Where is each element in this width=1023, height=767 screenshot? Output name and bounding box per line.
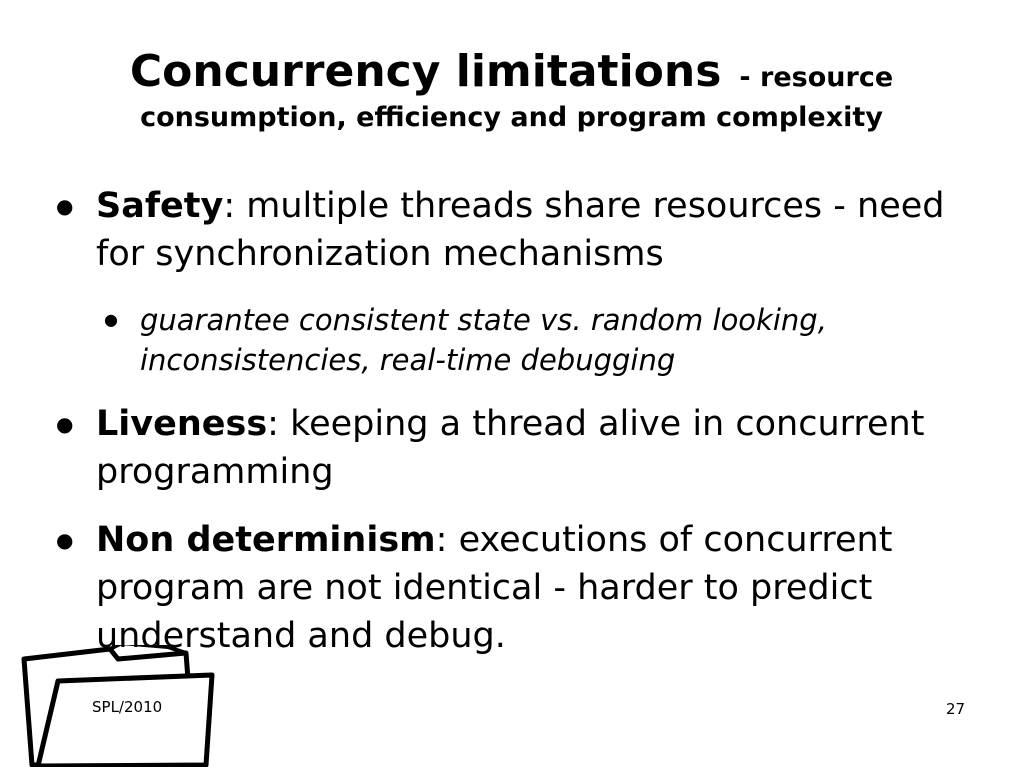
- bullet-term: Safety: [96, 186, 224, 226]
- bullet-liveness: [56, 400, 986, 496]
- sub-bullet-safety: [104, 300, 970, 380]
- slide-title: [0, 44, 1023, 135]
- bullet-dot: ●: [56, 528, 74, 552]
- bullet-dot: ●: [56, 194, 74, 218]
- bullet-term: Liveness: [96, 404, 268, 444]
- bullet-text: : multiple threads share resources - need for synchronization mechanisms: [96, 186, 945, 274]
- bullet-dot: ●: [56, 412, 74, 436]
- bullet-text: : executions of concurrent program are not identical - harder to predict understand and debug.: [96, 520, 893, 656]
- title-main: Concurrency limitations: [129, 46, 722, 97]
- title-subtitle: consumption, efficiency and program complexity: [140, 102, 883, 133]
- footer-course-code: SPL/2010: [92, 698, 163, 716]
- bullet-non-determinism: [56, 516, 986, 660]
- sub-bullet-text: guarantee consistent state vs. random looking, inconsistencies, real-time debugging: [140, 303, 827, 377]
- bullet-safety: [56, 182, 986, 278]
- sub-bullet-dot: ●: [104, 310, 118, 329]
- page-number: 27: [946, 700, 966, 718]
- bullet-term: Non determinism: [96, 520, 436, 560]
- title-dash: - resource: [739, 62, 894, 93]
- bullet-text: : keeping a thread alive in concurrent programming: [96, 404, 925, 492]
